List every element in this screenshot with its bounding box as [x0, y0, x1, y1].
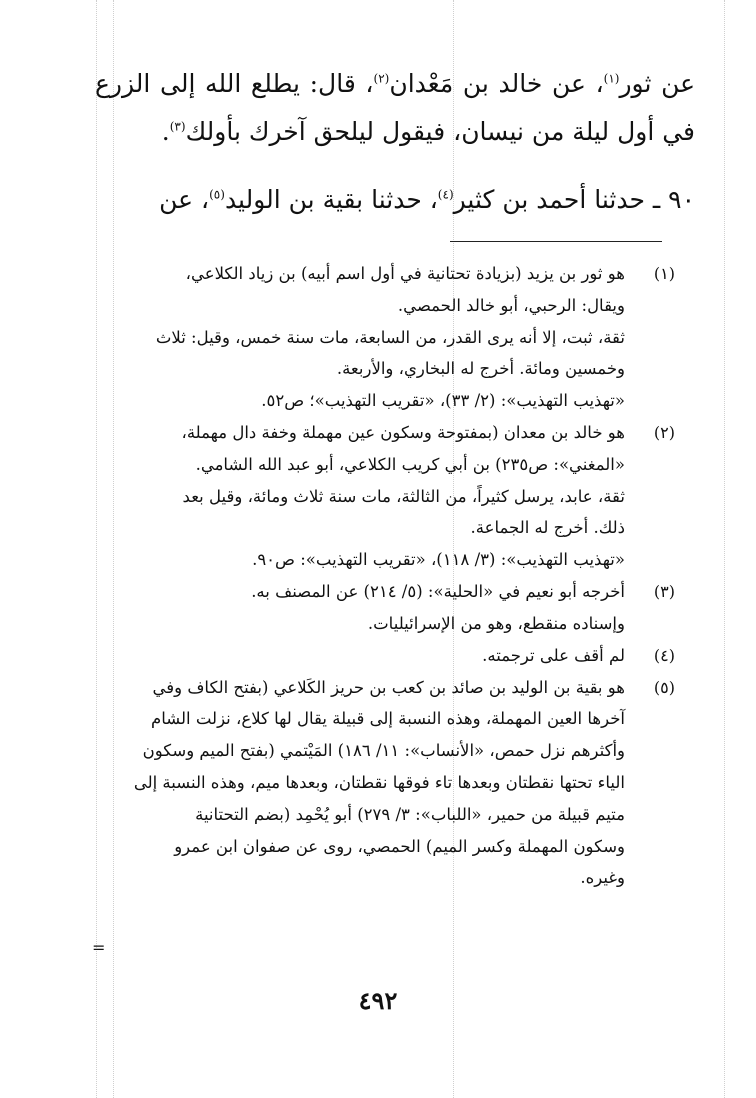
footnote-number: (١)	[653, 264, 675, 283]
footnote-4	[95, 640, 675, 672]
footnote-line: «تهذيب التهذيب»: (٢/ ٣٣)، «تقريب التهذيب»؛ ص٥٢.	[261, 391, 625, 411]
footnote-line: هو ثور بن يزيد (بزيادة تحتانية في أول اسم أبيه) بن زياد الكلاعي،	[185, 264, 625, 283]
footnote-1	[95, 258, 675, 417]
footnote-ref-4[interactable]: (٤)	[437, 187, 454, 202]
footnote-line: «المغني»: ص٢٣٥) بن أبي كريب الكلاعي، أبو عبد الله الشامي.	[195, 454, 625, 474]
footnote-ref-2[interactable]: (٢)	[373, 71, 390, 86]
footnote-line: متيم قبيلة من حمير، «اللباب»: ٣/ ٢٧٩) أبو يُحْمِد (بضم التحتانية	[195, 804, 625, 824]
footnote-ref-1[interactable]: (١)	[603, 71, 620, 86]
continuation-mark: =	[92, 938, 106, 957]
footnote-number: (٣)	[653, 581, 675, 601]
main-text-segment: ٩٠ ـ حدثنا أحمد بن كثير	[453, 185, 695, 214]
footnote-line: «تهذيب التهذيب»: (٣/ ١١٨)، «تقريب التهذيب»: ص٩٠.	[252, 550, 625, 570]
main-text-segment: عن ثور	[619, 69, 696, 98]
main-text-segment: ، عن	[159, 185, 210, 214]
footnote-line: وإسناده منقطع، وهو من الإسرائيليات.	[367, 613, 625, 633]
footnote-ref-3[interactable]: (٣)	[169, 119, 186, 134]
footnote-divider	[450, 241, 662, 242]
footnote-line: لم أقف على ترجمته.	[482, 645, 625, 665]
footnote-body	[95, 640, 635, 672]
scan-guide-line	[724, 0, 725, 1098]
footnote-5	[95, 672, 675, 895]
footnote-line: ثقة، عابد، يرسل كثيراً، من الثالثة، مات سنة ثلاث ومائة، وقيل بعد	[182, 486, 625, 506]
footnote-number: (٥)	[653, 677, 675, 697]
footnote-body	[95, 672, 635, 895]
footnote-ref-5[interactable]: (٥)	[209, 187, 225, 202]
page-number: ٤٩٢	[358, 986, 398, 1015]
footnote-line: ثقة، ثبت، إلا أنه يرى القدر، من السابعة، مات سنة خمس، وقيل: ثلاث	[155, 327, 625, 347]
footnote-line: وأكثرهم نزل حمص، «الأنساب»: ١١/ ١٨٦) المَيْتمي (بفتح الميم وسكون	[142, 741, 625, 761]
main-paragraph-2	[95, 176, 695, 224]
footnote-2	[95, 417, 675, 576]
footnote-line: وسكون المهملة وكسر الميم) الحمصي، روى عن صفوان ابن عمرو	[174, 836, 625, 856]
footnote-number: (٤)	[653, 645, 675, 665]
footnote-line: هو بقية بن الوليد بن صائد بن كعب بن حريز الكَلاعي (بفتح الكاف وفي	[152, 677, 625, 697]
footnote-line: ذلك. أخرج له الجماعة.	[470, 518, 625, 538]
footnotes	[95, 258, 675, 894]
main-text-segment: ، قال: يطلع الله إلى الزرع في أول ليلة من نيسان، فيقول ليلحق آخرك بأولك	[95, 69, 695, 146]
footnote-number: (٢)	[653, 422, 675, 442]
footnote-line: ويقال: الرحبي، أبو خالد الحمصي.	[397, 295, 625, 315]
footnote-line: أخرجه أبو نعيم في «الحلية»: (٥/ ٢١٤) عن المصنف به.	[251, 581, 625, 601]
footnote-line: وخمسين ومائة. أخرج له البخاري، والأربعة.	[336, 359, 625, 379]
footnote-body	[95, 258, 635, 417]
footnote-body	[95, 417, 635, 576]
footnote-3	[95, 576, 675, 640]
main-paragraph-1	[95, 60, 695, 156]
footnote-line: وغيره.	[580, 868, 625, 888]
main-text-segment: ، حدثنا بقية بن الوليد	[224, 185, 438, 214]
footnote-body	[95, 576, 635, 640]
footnote-line: آخرها العين المهملة، وهذه النسبة إلى قبيلة يقال لها كلاع، نزلت الشام	[151, 709, 625, 729]
footnote-line: هو خالد بن معدان (بمفتوحة وسكون عين مهملة وخفة دال مهملة،	[181, 422, 625, 442]
footnote-line: الياء تحتها نقطتان وبعدها تاء فوقها نقطتان، وبعدها ميم، وهذه النسبة إلى	[133, 772, 625, 792]
main-text-segment: .	[161, 117, 170, 146]
main-text-segment: ، عن خالد بن مَعْدان	[389, 69, 604, 98]
